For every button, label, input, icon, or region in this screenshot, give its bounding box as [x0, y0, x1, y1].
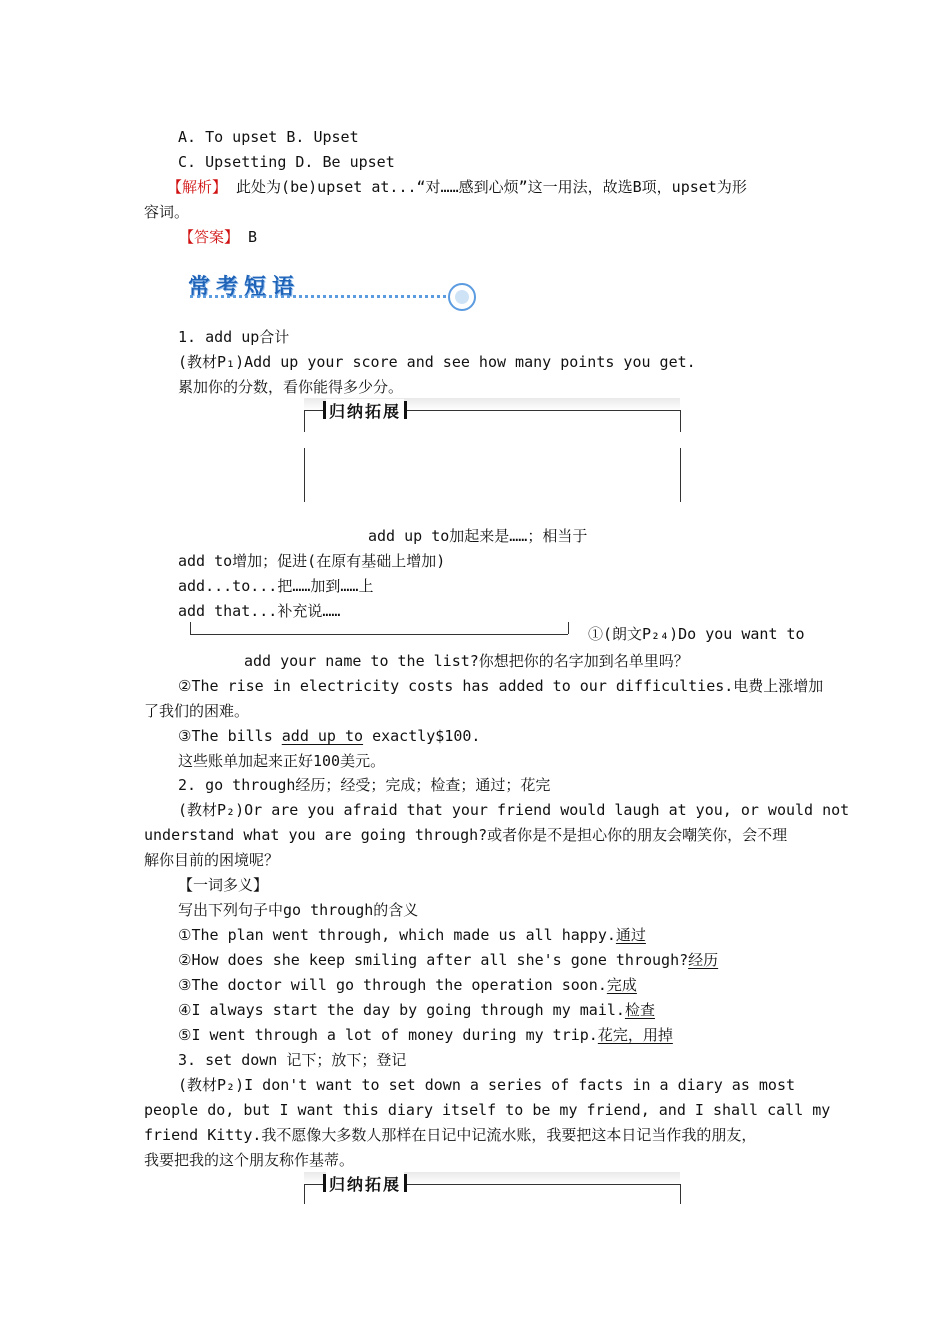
phrase1-ex2-a: ②The rise in electricity costs has added to our difficulties.电费上涨增加 [178, 677, 824, 695]
box-right-line-lower [680, 448, 681, 502]
phrase1-example-en: (教材P₁)Add up your score and see how many points you get. [178, 353, 696, 371]
polysemy-answer: 完成 [606, 976, 637, 994]
polysemy-sentence: ①The plan went through, which made us all happy. [178, 926, 616, 944]
polysemy-sentence: ⑤I went through a lot of money during my trip. [178, 1026, 598, 1044]
polysemy-instruction: 写出下列句子中go through的含义 [178, 901, 419, 919]
answer-line [179, 227, 257, 247]
ext-item-4: add that...补充说…… [178, 602, 341, 620]
phrase3-example-d: 我要把我的这个朋友称作基蒂。 [144, 1151, 355, 1169]
polysemy-sentence: ②How does she keep smiling after all she's gone through? [178, 951, 689, 969]
ext-item-1: add up to加起来是……；相当于 [368, 527, 588, 545]
phrase1-ex3 [178, 726, 480, 746]
box-left-line [304, 410, 305, 432]
phrase3-heading: 3. set down 记下；放下；登记 [178, 1051, 407, 1069]
polysemy-item [178, 950, 718, 970]
option-ab: A. To upset B. Upset [178, 128, 359, 146]
polysemy-answer: 经历 [688, 951, 719, 969]
analysis-text-cont: 容词。 [144, 203, 190, 221]
polysemy-answer: 花完，用掉 [597, 1026, 673, 1044]
phrase3-example-a: (教材P₂)I don't want to set down a series of facts in a diary as most [178, 1076, 795, 1094]
summary-label: 归纳拓展 [326, 1172, 404, 1195]
box-right-line [680, 410, 681, 432]
ex3-pre: ③The bills [178, 727, 282, 745]
banner-title: 常考短语 [188, 275, 301, 300]
phrase2-heading: 2. go through经历；经受；完成；检查；通过；花完 [178, 776, 551, 794]
bracket-right [568, 622, 569, 634]
ext-item-2: add to增加；促进(在原有基础上增加) [178, 552, 446, 570]
box-left-line [304, 1184, 305, 1204]
polysemy-answer: 检查 [624, 1001, 655, 1019]
phrase3-example-b: people do, but I want this diary itself to be my friend, and I shall call my [144, 1101, 831, 1119]
phrase1-example-zh: 累加你的分数，看你能得多少分。 [178, 378, 404, 396]
phrase2-example-b: understand what you are going through?或者你是不是担心你的朋友会嘲笑你，会不理 [144, 826, 788, 844]
polysemy-item [178, 1000, 655, 1020]
polysemy-label: 【一词多义】 [178, 876, 269, 894]
bracket-left [190, 622, 191, 634]
banner-dotted-line [190, 295, 452, 298]
phrase1-ex3-zh: 这些账单加起来正好100美元。 [178, 752, 386, 770]
box-right-line [680, 1184, 681, 1204]
analysis-line [167, 177, 747, 197]
phrase1-ex1-a: ①(朗文P₂₄)Do you want to [588, 625, 805, 643]
summary-label: 归纳拓展 [326, 399, 404, 422]
section-banner [186, 270, 478, 316]
bracket-bottom [190, 634, 568, 635]
polysemy-item [178, 925, 646, 945]
polysemy-item [178, 975, 637, 995]
analysis-text: 此处为(be)upset at...“对……感到心烦”这一用法，故选B项，upset为形 [227, 178, 747, 196]
phrase1-ex1-b: add your name to the list?你想把你的名字加到名单里吗？ [244, 652, 689, 670]
ex3-answer: add up to [281, 727, 364, 745]
phrase1-ex2-b: 了我们的困难。 [144, 702, 250, 720]
box-left-line-lower [304, 448, 305, 502]
polysemy-sentence: ④I always start the day by going through my mail. [178, 1001, 625, 1019]
phrase2-example-c: 解你目前的困境呢？ [144, 851, 280, 869]
phrase1-heading: 1. add up合计 [178, 328, 290, 346]
polysemy-answer: 通过 [615, 926, 646, 944]
answer-label: 【答案】 [179, 228, 240, 246]
banner-circle-icon [448, 283, 476, 311]
answer-value: B [239, 228, 258, 246]
ex3-post: exactly$100. [363, 727, 481, 745]
phrase2-example-a: (教材P₂)Or are you afraid that your friend would laugh at you, or would not [178, 801, 850, 819]
polysemy-item [178, 1025, 673, 1045]
ext-item-3: add...to...把……加到……上 [178, 577, 374, 595]
phrase3-example-c: friend Kitty.我不愿像大多数人那样在日记中记流水账，我要把这本日记当作我的朋友， [144, 1126, 757, 1144]
option-cd: C. Upsetting D. Be upset [178, 153, 395, 171]
analysis-label: 【解析】 [167, 178, 228, 196]
polysemy-sentence: ③The doctor will go through the operation soon. [178, 976, 607, 994]
